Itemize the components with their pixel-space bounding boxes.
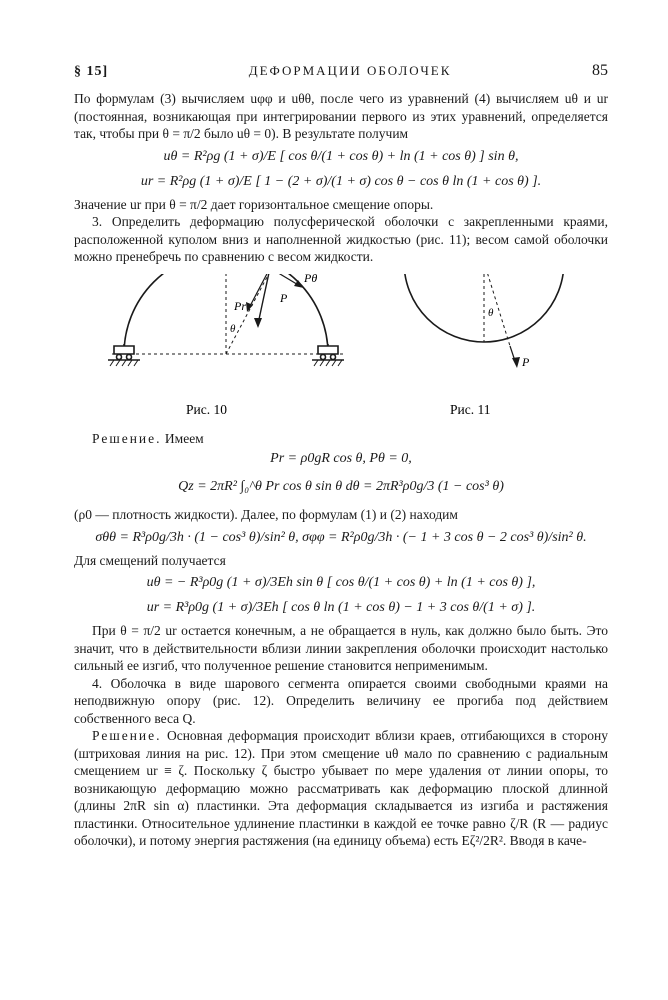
- label-p-fig11: P: [522, 354, 530, 369]
- caption-fig10: Рис. 10: [186, 401, 227, 417]
- paragraph-2: Значение ur при θ = π/2 дает горизонтальное смещение опоры.: [74, 196, 434, 212]
- label-ptheta: Pθ: [304, 273, 318, 285]
- chapter-title: ДЕФОРМАЦИИ ОБОЛОЧЕК: [248, 63, 452, 78]
- solution-2-text: Основная деформация происходит вблизи краев, отгибающихся в сторону (штриховая линия на рис. 12). При этом смещение uθ мало по сравнению с радиальным смещением ur ≡ ζ. Поскольку ζ быстро убывает по мере удаления от линии опоры, то возникающую деформацию можно рассматривать как деформацию плоской длинной (длины 2πR sin α) пластинки. Эта деформация складывается из изгиба и растяжения пластинки. Относительное удлинение пластинки в каждой ее точке равно ζ/R (R — радиус оболочки), и потому энергия растяжения (на единицу объема) есть Eζ²/2R². Вводя в каче-: [74, 728, 608, 848]
- problem-4: 4. Оболочка в виде шарового сегмента опирается своими свободными краями на неподвижную опору (рис. 12). Определить величину ее прогиба под действием собственного веса Q.: [74, 675, 608, 726]
- figures-svg: [74, 274, 608, 424]
- bowl-shell: [404, 274, 564, 342]
- paragraph-1: По формулам (3) вычисляем uφφ и uθθ, после чего из уравнений (4) вычисляем uθ и ur (постоянная, возникающая при интегрировании первого из этих уравнений, определяется так, чтобы при θ = π/2 было uθ = 0). В результате получим: [74, 91, 608, 141]
- label-pr: Pr: [234, 298, 246, 313]
- equation-u-r-2: ur = R³ρ0g (1 + σ)/3Eh [ cos θ ln (1 + cos θ) − 1 + 3 cos θ/(1 + σ) ].: [146, 600, 536, 615]
- figure-11: [396, 274, 572, 368]
- label-theta-fig10: θ: [230, 322, 236, 335]
- equation-stresses: σθθ = R³ρ0g/3h · (1 − cos³ θ)/sin² θ, σφφ = R²ρ0g/3h · (− 1 + 3 cos θ − 2 cos³ θ)/sin² θ.: [95, 529, 587, 545]
- equation-u-r: ur = R²ρg (1 + σ)/E [ 1 − (2 + σ)/(1 + σ) cos θ − cos θ ln (1 + cos θ) ].: [140, 173, 542, 189]
- solution-3: [74, 430, 608, 448]
- label-p-fig10: P: [280, 290, 288, 305]
- figures-row: [74, 274, 608, 424]
- problem-3: 3. Определить деформацию полусферической оболочки с закрепленными краями, расположенной куполом вниз и наполненной жидкостью (рис. 11); весом самой оболочки можно пренебречь по сравнению с весом жидкости.: [74, 214, 608, 264]
- equation-u-theta-2: uθ = − R³ρ0g (1 + σ)/3Eh sin θ [ cos θ/(1 + cos θ) + ln (1 + cos θ) ],: [146, 575, 536, 590]
- force-p: [258, 274, 270, 324]
- page-number: 85: [592, 62, 608, 79]
- solution-2-label: Решение.: [92, 728, 162, 743]
- force-pr: [249, 274, 270, 308]
- equation-qz: Qz = 2πR² ∫₀^θ Pr cos θ sin θ dθ = 2πR³ρ0g/3 (1 − cos³ θ): [178, 479, 504, 494]
- solution-text: Имеем: [164, 430, 204, 446]
- page: [74, 62, 608, 850]
- paragraph-4: (ρ0 — плотность жидкости). Далее, по формулам (1) и (2) находим: [74, 507, 458, 522]
- paragraph-5: Для смещений получается: [74, 552, 226, 568]
- solution-4: [74, 727, 608, 850]
- figure-10: [108, 274, 344, 366]
- equation-pressure: Pr = ρ0gR cos θ, Pθ = 0,: [270, 451, 412, 466]
- label-theta-fig11: θ: [488, 306, 494, 319]
- solution-label: Решение.: [92, 430, 162, 446]
- paragraph-6: При θ = π/2 ur остается конечным, а не обращается в нуль, как должно было быть. Это значит, что в действительности вблизи линии закрепления оболочки происходит настолько сильный ее изгиб, что полученное решение становится неприменимым.: [74, 623, 608, 673]
- running-header: [74, 62, 608, 84]
- equation-u-theta: uθ = R²ρg (1 + σ)/E [ cos θ/(1 + cos θ) + ln (1 + cos θ) ] sin θ,: [163, 148, 519, 164]
- caption-fig11: Рис. 11: [450, 401, 491, 417]
- section-number: § 15]: [74, 64, 109, 79]
